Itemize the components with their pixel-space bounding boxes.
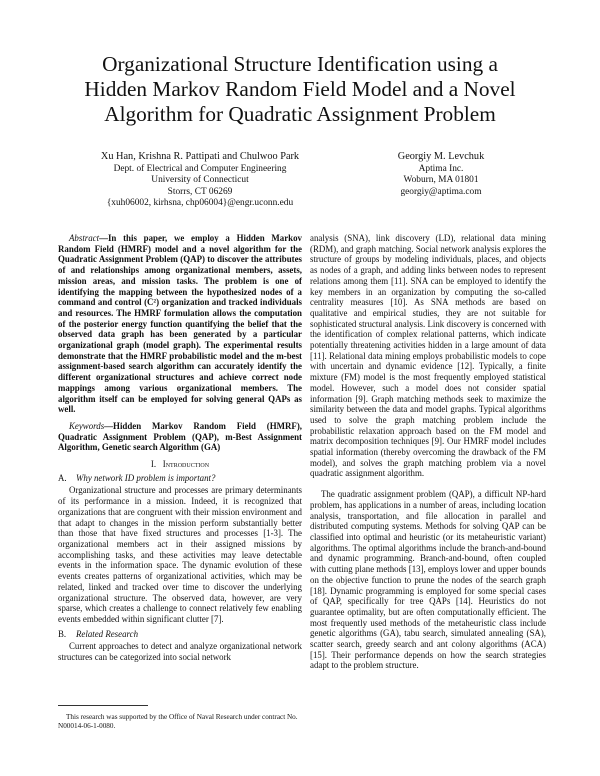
title-line-2: Hidden Markov Random Field Model and a Novel bbox=[84, 77, 516, 101]
subsection-title-b: Related Research bbox=[76, 628, 139, 639]
section-title: Introduction bbox=[162, 459, 210, 470]
footnote-divider bbox=[58, 705, 148, 706]
paragraph-qap: The quadratic assignment problem (QAP), a difficult NP-hard problem, has applications in a number of areas, including location analysis, transportation, and file allocation in parallel and distributed computing systems. Methods for solving QAP can be classified into optimal and heuristic (or its metaheuristic variant) algorithms. The optimal algorithms include the branch-and-bound and dynamic programming. Branch-and-bound, often coupled with cutting plane methods [13], employs lower and upper bounds on the objective function to prune the nodes of the search graph [18]. Dynamic programming is employed for some special cases of QAP, specifically for tree QAPs [14]. Heuristics do not guarantee optimality, but are often computationally efficient. The most frequently used methods of the metaheuristic class include genetic algorithms (GA), tabu search, simulated annealing (SA), scatter search, greedy search and ant colony algorithms (ACA) [15]. Their performance depends on how the search strategies adapt to the problem structure. bbox=[310, 489, 546, 671]
subsection-heading-a bbox=[58, 473, 302, 484]
paragraph-b: Current approaches to detect and analyze organizational network structures can be categorized into social network bbox=[58, 641, 302, 663]
abstract-lead: Abstract bbox=[69, 233, 100, 243]
subsection-number-a: A. bbox=[58, 472, 67, 483]
keywords bbox=[58, 421, 302, 453]
affiliation-city-right: Woburn, MA 01801 bbox=[403, 175, 479, 186]
footnote: This research was supported by the Office of Naval Research under contract No. N00014-06-1-0080. bbox=[58, 713, 298, 730]
affiliation-company: Aptima Inc. bbox=[418, 164, 464, 174]
author-names-left: Xu Han, Krishna R. Pattipati and Chulwoo Park bbox=[100, 151, 300, 162]
author-block-left bbox=[60, 150, 340, 209]
subsection-heading-b bbox=[58, 629, 302, 640]
title-line-3: Algorithm for Quadratic Assignment Problem bbox=[104, 102, 496, 126]
abstract bbox=[58, 233, 302, 415]
keywords-lead: Keywords bbox=[69, 420, 105, 431]
author-block-right bbox=[350, 150, 532, 198]
left-column bbox=[58, 233, 302, 667]
affiliation-city: Storrs, CT 06269 bbox=[167, 186, 233, 197]
author-emails-left: {xuh06002, kirhsna, chp06004}@engr.uconn.edu bbox=[106, 197, 294, 208]
paragraph-a: Organizational structure and processes are primary determinants of its performance in a mission. Indeed, it is recognized that organizations that are congruent with their mission environment and that adapt to changes in the mission perform substantially better than those that have fixed structures and processes [1-3]. The organizational members act in their assigned missions by accomplishing tasks, and these activities may leave detectable events in the information space. The dynamic evolution of these events creates patterns of organizational activities, which may be related, linked and tracked over time to discover the underlying organizational structure. The observed data, however, are very sparse, which creates a challenge to connect relatively few enabling events embedded within significant clutter [7]. bbox=[58, 485, 302, 624]
keywords-text: —Hidden Markov Random Field (HMRF), Quadratic Assignment Problem (QAP), m-Best Assignment Algorithm, Genetic search Algorithm (GA) bbox=[58, 420, 302, 453]
title-line-1: Organizational Structure Identification using a bbox=[102, 52, 498, 76]
section-number: I. bbox=[150, 459, 157, 470]
author-names-right: Georgiy M. Levchuk bbox=[397, 151, 485, 162]
affiliation-dept: Dept. of Electrical and Computer Engineering bbox=[113, 164, 287, 174]
paper-title bbox=[40, 52, 560, 127]
section-heading-introduction bbox=[58, 459, 302, 470]
subsection-title-a: Why network ID problem is important? bbox=[76, 472, 216, 483]
right-column bbox=[310, 233, 546, 675]
paragraph-related-continued: analysis (SNA), link discovery (LD), relational data mining (RDM), and graph matching. Social network analysis explores the structure of groups by modeling individuals, places, and objects as nodes of a graph, and adding links between nodes to represent relations among them [11]. SNA can be employed to identify the key members in an organization by computing the so-called centrality measures [10]. As SNA methods are based on qualitative and empirical studies, they are not suitable for sophisticated structural analysis. Link discovery is concerned with the identification of complex relational patterns, which indicate potentially threatening activities hidden in a large amount of data [11]. Relational data mining employs probabilistic models to cope with uncertain and dynamic evidence [12]. Typically, a finite mixture (FM) model is the most frequently employed statistical model. However, such a model does not consider spatial information [9]. Graph matching methods seek to maximize the similarity between the data and model graphs. Typical algorithms used to solve the graph matching problem include the probabilistic relaxation approach based on the FM model and matrix decomposition techniques [9]. Our HMRF model includes spatial information (thereby overcoming the drawback of the FM model), and solves the graph matching problem via a novel quadratic assignment algorithm. bbox=[310, 233, 546, 479]
subsection-number-b: B. bbox=[58, 628, 67, 639]
affiliation-university: University of Connecticut bbox=[151, 175, 249, 186]
author-email-right: georgiy@aptima.com bbox=[400, 186, 482, 197]
abstract-text: —In this paper, we employ a Hidden Markov Random Field (HMRF) model and a novel algorithm for the Quadratic Assignment Problem (QAP) to discover the attributes of and relationships among organizational members, assets, mission areas, and mission tasks. The problem is one of identifying the mapping between the hypothesized nodes of a command and control (C²) organization and tracked individuals and resources. The HMRF formulation allows the computation of the posterior energy function quantifying the belief that the observed data graph has been generated by a particular organizational graph (model graph). The experimental results demonstrate that the HMRF probabilistic model and the m-best assignment-based search algorithm can accurately identify the different organizational structures and achieve correct node mappings among various organizational members. The algorithm itself can be employed for solving general QAPs as well. bbox=[58, 233, 302, 415]
